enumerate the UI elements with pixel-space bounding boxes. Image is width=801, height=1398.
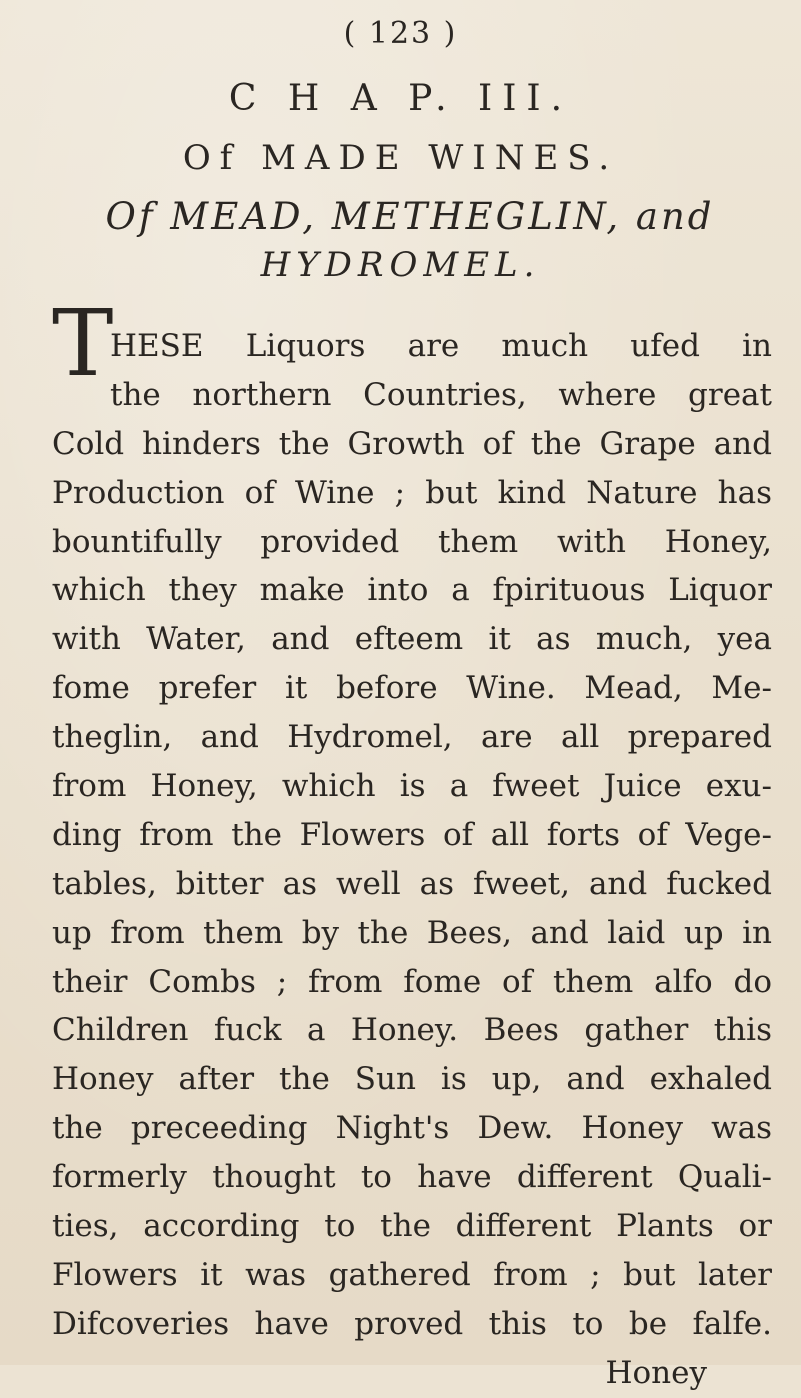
text-line: with Water, and efteem it as much, yea	[52, 621, 772, 658]
drop-cap: T	[52, 290, 114, 397]
text-line: Difcoveries have proved this to be falfe.	[52, 1305, 772, 1342]
section-subtitle: Of MEAD, METHEGLIN, and	[105, 195, 715, 238]
text-line: formerly thought to have different Quali-	[52, 1159, 772, 1196]
text-line: Production of Wine ; but kind Nature has	[52, 474, 772, 511]
text-line: the northern Countries, where great	[110, 376, 772, 413]
text-line: Children fuck a Honey. Bees gather this	[52, 1012, 772, 1049]
page-number: ( 123 )	[343, 16, 458, 51]
text-line: ding from the Flowers of all forts of Vege-	[52, 816, 772, 853]
catchword: Honey	[605, 1354, 707, 1391]
text-line: fome prefer it before Wine. Mead, Me-	[52, 670, 772, 707]
text-line: the preceeding Night's Dew. Honey was	[52, 1110, 772, 1147]
text-line: from Honey, which is a fweet Juice exu-	[52, 768, 772, 805]
text-line: ties, according to the different Plants or	[52, 1208, 772, 1245]
text-line: up from them by the Bees, and laid up in	[52, 914, 772, 951]
section-subtitle-continued: HYDROMEL.	[260, 245, 541, 285]
text-line: Cold hinders the Growth of the Grape and	[52, 425, 772, 462]
text-line: which they make into a fpirituous Liquor	[52, 572, 772, 609]
text-line: bountifully provided them with Honey,	[52, 523, 772, 560]
text-line: Honey after the Sun is up, and exhaled	[52, 1061, 772, 1098]
text-line: tables, bitter as well as fweet, and fucked	[52, 865, 772, 902]
section-title: Of MADE WINES.	[182, 138, 619, 178]
text-line: HESE Liquors are much ufed in	[110, 328, 772, 364]
text-line: theglin, and Hydromel, are all prepared	[52, 719, 772, 756]
body-text	[52, 322, 772, 1398]
chapter-heading: C H A P. III.	[228, 78, 573, 119]
text-line: Flowers it was gathered from ; but later	[52, 1256, 772, 1293]
text-line: their Combs ; from fome of them alfo do	[52, 963, 772, 1000]
